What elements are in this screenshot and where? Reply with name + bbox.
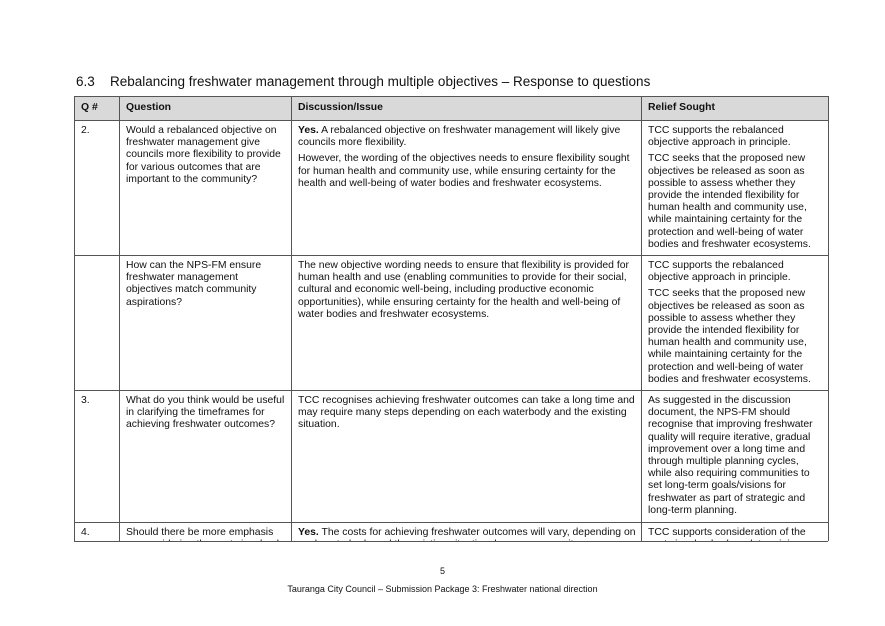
cell-discussion xyxy=(292,391,642,523)
relief-text: TCC supports consideration of the xyxy=(648,527,806,539)
cell-relief xyxy=(642,256,829,391)
header-question: Question xyxy=(120,97,292,121)
header-discussion: Discussion/Issue xyxy=(292,97,642,121)
header-qnum: Q # xyxy=(75,97,120,121)
discussion-text: The costs for achieving freshwater outcomes will vary, depending on xyxy=(321,527,636,539)
cell-question: Should there be more emphasis xyxy=(120,523,292,556)
cell-qnum xyxy=(75,256,120,391)
cell-qnum: 3. xyxy=(75,391,120,523)
table-row xyxy=(75,391,829,523)
discussion-text: However, the wording of the objectives needs to ensure flexibility sought for human health and community use, while ensuring certainty for the health and well-being of water bodies and freshwater ecosystems. xyxy=(298,153,630,189)
cell-relief xyxy=(642,391,829,523)
table-header-row xyxy=(75,97,829,121)
cell-qnum: 4. xyxy=(75,523,120,556)
discussion-text: A rebalanced objective on freshwater management will likely give councils more flexibility. xyxy=(298,125,621,149)
page-footer: Tauranga City Council – Submission Package 3: Freshwater national direction xyxy=(287,584,598,594)
relief-text: As suggested in the discussion document, the NPS-FM should recognise that improving freshwater quality will require iterative, gradual improvement over a long time and through multiple planning cycles, while also requiring communities to set long-term goals/visions for freshwater as part of strategic and long-term planning. xyxy=(648,395,813,516)
cell-question: How can the NPS-FM ensure freshwater management objectives match community aspirations? xyxy=(120,256,292,391)
cell-discussion xyxy=(292,121,642,256)
yes-label: Yes. xyxy=(298,527,319,539)
section-title xyxy=(76,74,650,89)
table-row xyxy=(75,121,829,256)
cell-discussion xyxy=(292,256,642,391)
response-table xyxy=(74,96,829,556)
discussion-text: TCC recognises achieving freshwater outcomes can take a long time and may require many steps depending on each waterbody and the existing situation. xyxy=(298,395,635,431)
discussion-text: The new objective wording needs to ensure that flexibility is provided for human health and use (enabling communities to provide for their social, cultural and economic well-being, including productive economic opportunities), while ensuring certainty for the health and well-being of water bodies and freshwater ecosystems. xyxy=(298,260,629,320)
cell-relief xyxy=(642,121,829,256)
header-relief: Relief Sought xyxy=(642,97,829,121)
yes-label: Yes. xyxy=(298,125,319,136)
relief-text: TCC supports the rebalanced objective approach in principle. xyxy=(648,260,791,284)
cell-question: What do you think would be useful in clarifying the timeframes for achieving freshwater outcomes? xyxy=(120,391,292,523)
relief-text: TCC seeks that the proposed new objectives be released as soon as possible to assess whether they provide the intended flexibility for human health and community use, while maintaining certainty for the protection and well-being of water bodies and freshwater ecosystems. xyxy=(648,153,811,250)
table-row xyxy=(75,256,829,391)
relief-text: TCC seeks that the proposed new objectives be released as soon as possible to assess whether they provide the intended flexibility for human health and community use, while maintaining certainty for the protection and well-being of water bodies and freshwater ecosystems. xyxy=(648,288,811,385)
cell-question: Would a rebalanced objective on freshwater management give councils more flexibility to provide for various outcomes that are important to the community? xyxy=(120,121,292,256)
page-break-line xyxy=(74,541,828,542)
section-heading: Rebalancing freshwater management through multiple objectives – Response to questions xyxy=(110,74,651,89)
section-number: 6.3 xyxy=(76,74,95,89)
relief-text: TCC supports the rebalanced objective approach in principle. xyxy=(648,125,791,149)
page-number: 5 xyxy=(439,566,445,576)
cell-qnum: 2. xyxy=(75,121,120,256)
